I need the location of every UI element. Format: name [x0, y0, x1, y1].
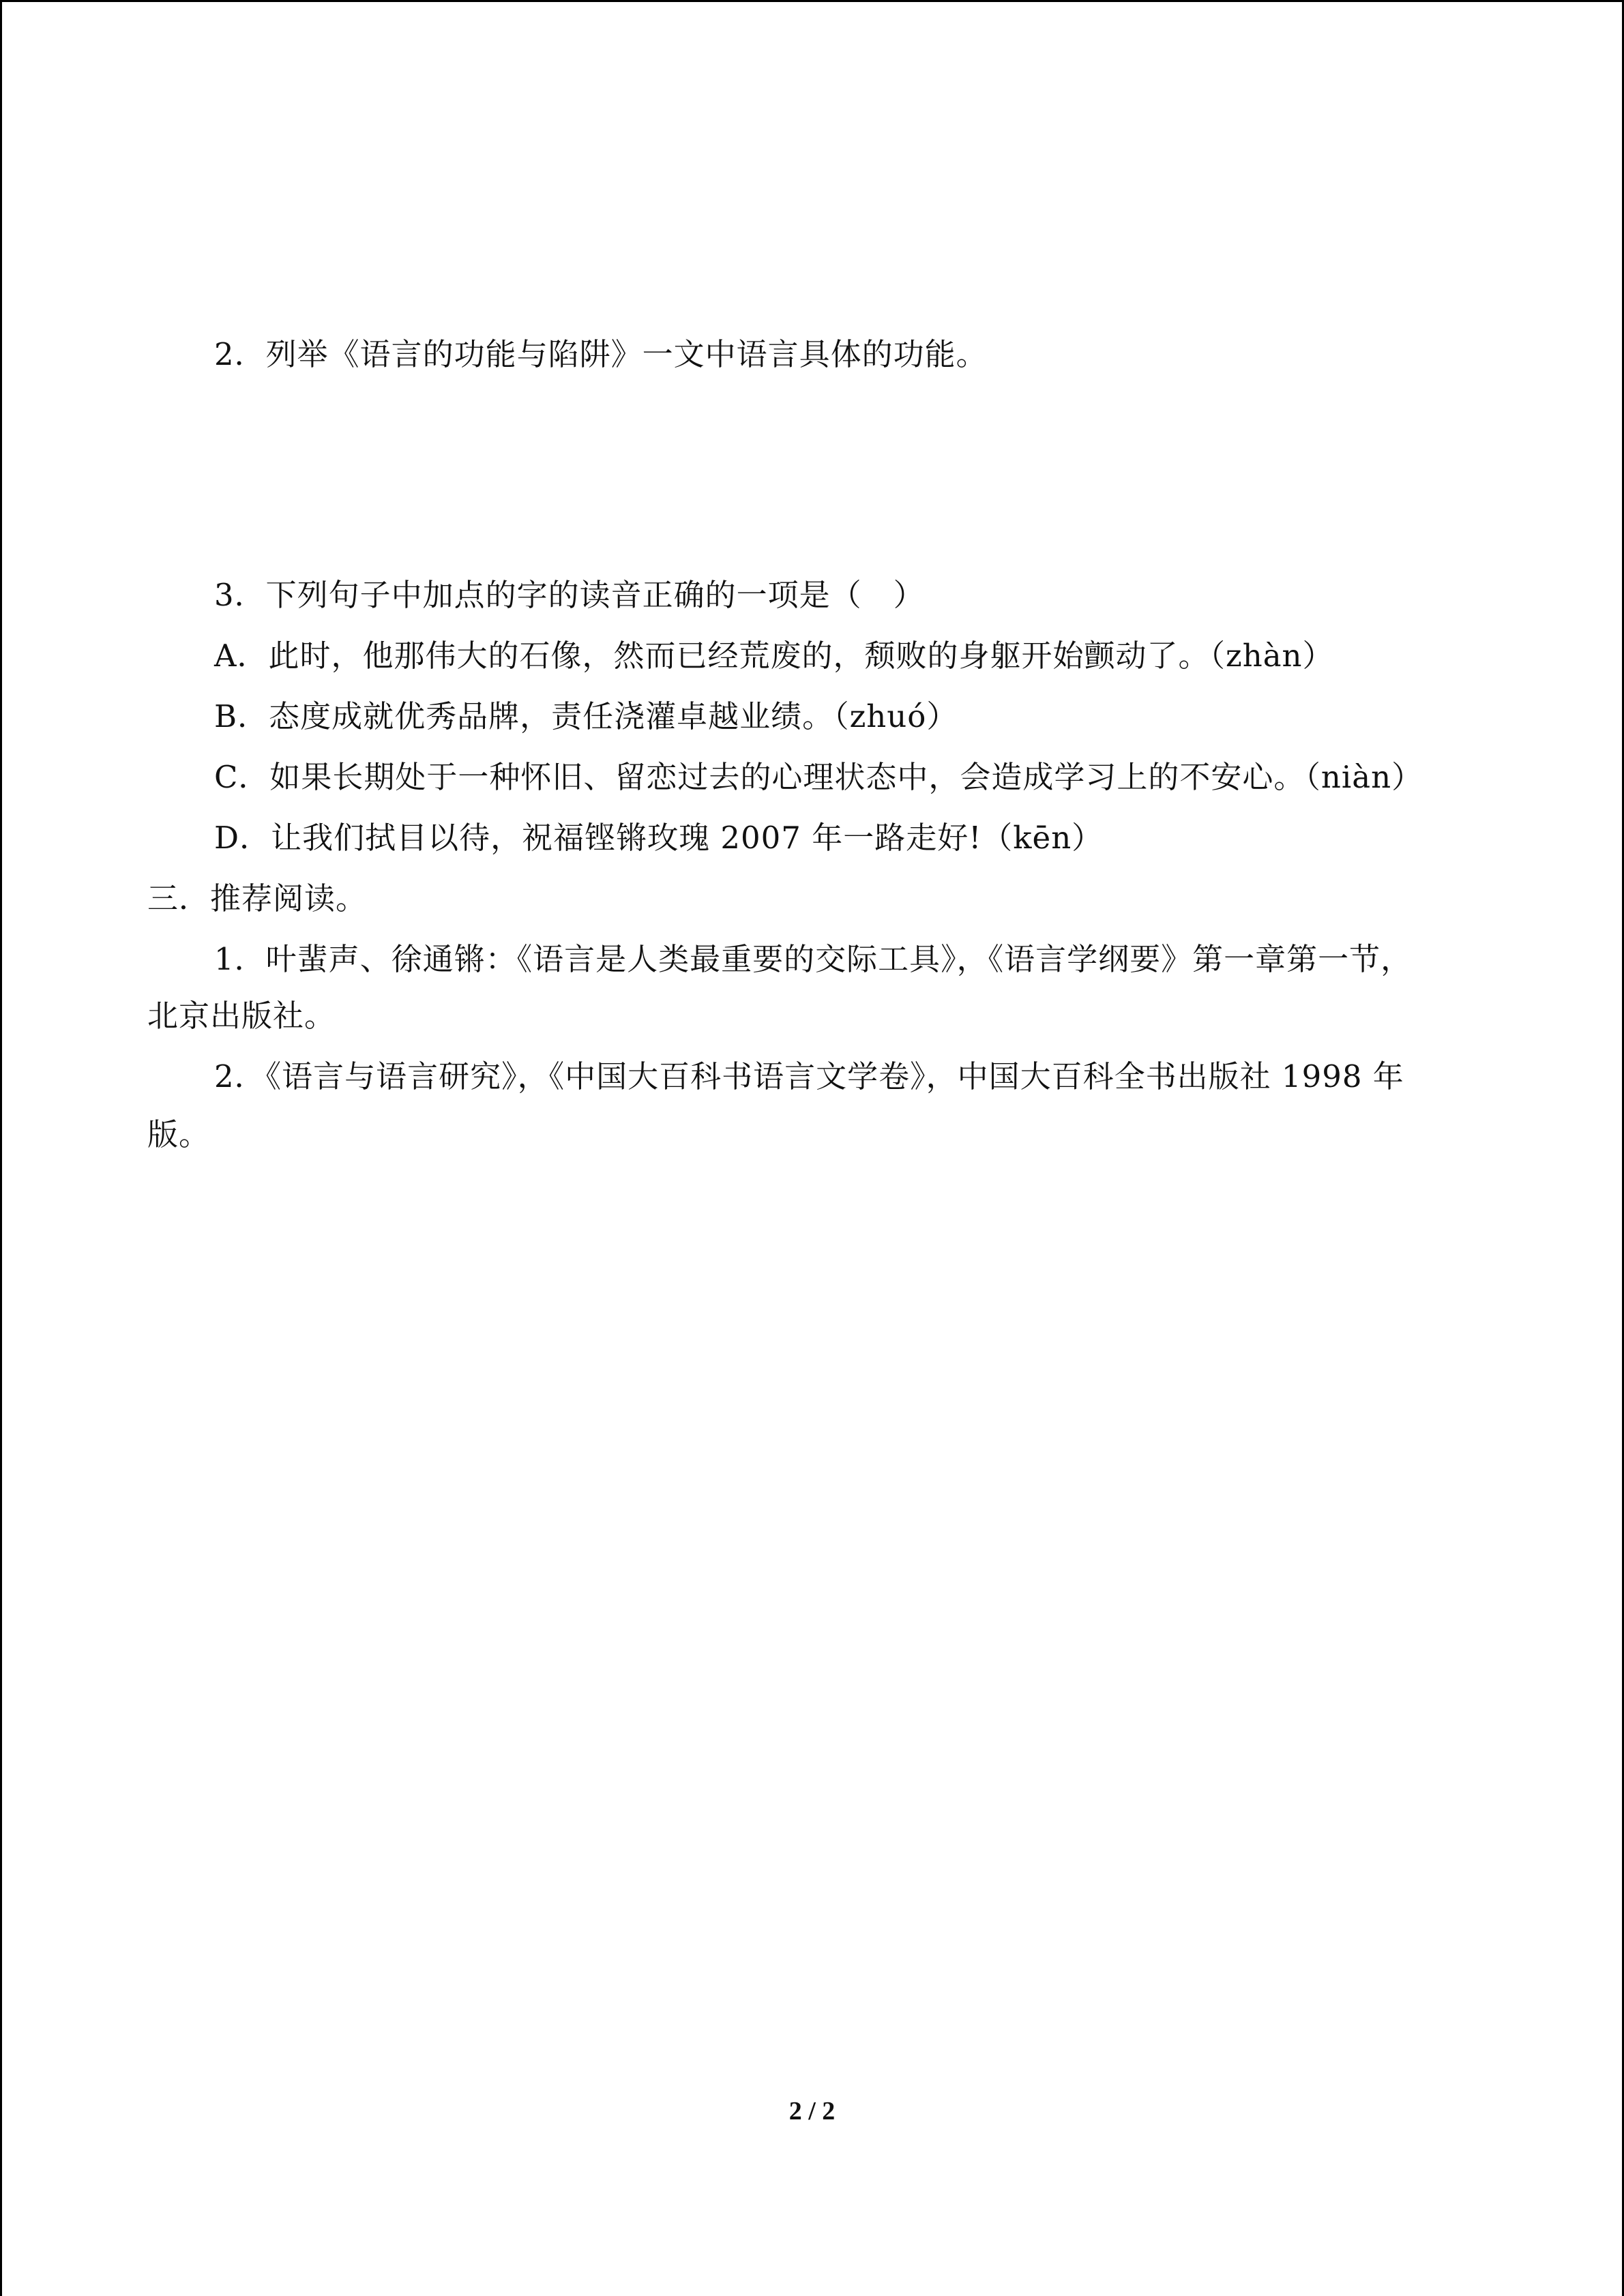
reading-item-1-line-2: 北京出版社。	[147, 998, 336, 1034]
question-3-option-a: A．此时，他那伟大的石像，然而已经荒废的，颓败的身躯开始颤动了。（zhàn）	[214, 638, 1334, 674]
question-3-stem: 3．下列句子中加点的字的读音正确的一项是（ ）	[214, 577, 925, 613]
section-3-heading: 三．推荐阅读。	[147, 880, 368, 916]
question-3-option-b: B．态度成就优秀品牌，责任浇灌卓越业绩。（zhuó）	[214, 698, 958, 734]
reading-item-1-line-1: 1．叶蜚声、徐通锵：《语言是人类最重要的交际工具》，《语言学纲要》第一章第一节，	[214, 941, 1413, 977]
question-3-option-c: C．如果长期处于一种怀旧、留恋过去的心理状态中，会造成学习上的不安心。（niàn）	[214, 759, 1423, 795]
reading-item-2-line-1: 2．《语言与语言研究》，《中国大百科书语言文学卷》，中国大百科全书出版社 1998 年	[214, 1058, 1404, 1094]
question-3-option-d: D．让我们拭目以待，祝福铿锵玫瑰 2007 年一路走好!（kēn）	[214, 820, 1104, 856]
question-2: 2．列举《语言的功能与陷阱》一文中语言具体的功能。	[214, 336, 988, 372]
reading-item-2-line-2: 版。	[147, 1116, 211, 1152]
page-number: 2 / 2	[788, 2097, 836, 2126]
